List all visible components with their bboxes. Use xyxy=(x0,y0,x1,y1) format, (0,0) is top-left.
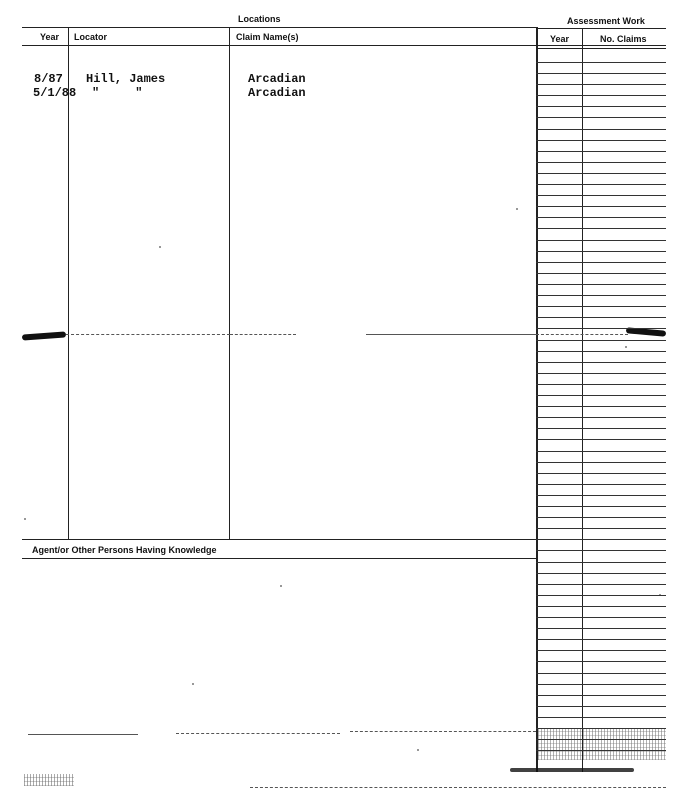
assessment-row-line xyxy=(536,684,666,685)
scan-speck xyxy=(417,749,419,751)
bottom-scan-line xyxy=(250,787,666,788)
assessment-row-line xyxy=(536,695,666,696)
assessment-row-line xyxy=(536,217,666,218)
col-header-assess-year: Year xyxy=(550,34,570,44)
fold-line xyxy=(66,334,230,335)
assessment-work-title: Assessment Work xyxy=(567,16,645,26)
scan-noise-corner xyxy=(24,774,74,786)
top-rule-assessment xyxy=(536,28,666,29)
assessment-row-line xyxy=(536,273,666,274)
entry-2-year: 5/1/88 xyxy=(33,86,77,100)
assessment-row-line xyxy=(536,517,666,518)
scan-speck xyxy=(516,208,518,210)
col-header-claim-names: Claim Name(s) xyxy=(236,32,299,42)
header-bottom-rule-assessment xyxy=(536,45,666,46)
entry-2-claim: Arcadian xyxy=(248,86,306,100)
scan-speck xyxy=(625,346,627,348)
header-bottom-rule-2 xyxy=(536,48,666,49)
assessment-row-line xyxy=(536,439,666,440)
assessment-row-line xyxy=(536,739,666,740)
bottom-rule-right xyxy=(350,731,536,732)
fold-line-3 xyxy=(366,334,536,335)
assessment-row-line xyxy=(536,362,666,363)
assessment-row-line xyxy=(536,473,666,474)
top-rule-locations xyxy=(22,27,536,28)
assessment-row-line xyxy=(536,595,666,596)
fold-line-4 xyxy=(536,334,628,335)
assessment-row-line xyxy=(536,395,666,396)
assessment-row-line xyxy=(536,639,666,640)
assessment-row-line xyxy=(536,661,666,662)
assessment-row-line xyxy=(536,417,666,418)
assessment-row-line xyxy=(536,151,666,152)
scan-speck xyxy=(24,518,26,520)
assessment-row-line xyxy=(536,295,666,296)
assessment-row-line xyxy=(536,462,666,463)
col-header-no-claims: No. Claims xyxy=(600,34,647,44)
assessment-row-line xyxy=(536,484,666,485)
assessment-row-line xyxy=(536,650,666,651)
assessment-row-line xyxy=(536,750,666,751)
assessment-row-line xyxy=(536,317,666,318)
scan-noise-bottom xyxy=(510,768,634,772)
assessment-row-line xyxy=(536,129,666,130)
assessment-row-line xyxy=(536,306,666,307)
col-divider-year xyxy=(68,27,69,539)
entry-1-claim: Arcadian xyxy=(248,72,306,86)
assessment-row-line xyxy=(536,73,666,74)
entry-1-year: 8/87 xyxy=(34,72,63,86)
bottom-rule-left xyxy=(28,734,138,735)
assessment-row-line xyxy=(536,106,666,107)
assessment-row-line xyxy=(536,562,666,563)
header-bottom-rule xyxy=(22,45,536,46)
agent-section-top-rule xyxy=(22,539,536,540)
assessment-row-line xyxy=(536,95,666,96)
assessment-row-line xyxy=(536,84,666,85)
assessment-row-line xyxy=(536,606,666,607)
assessment-row-line xyxy=(536,340,666,341)
assessment-row-line xyxy=(536,617,666,618)
assessment-row-line xyxy=(536,140,666,141)
agent-section-label: Agent/or Other Persons Having Knowledge xyxy=(32,545,217,555)
assessment-row-line xyxy=(536,384,666,385)
entry-1-locator: Hill, James xyxy=(86,72,166,86)
assessment-row-line xyxy=(536,584,666,585)
col-divider-locator xyxy=(229,27,230,539)
entry-2-locator: " " xyxy=(92,86,143,100)
assessment-row-line xyxy=(536,495,666,496)
assessment-row-line xyxy=(536,117,666,118)
assessment-row-line xyxy=(536,62,666,63)
assessment-row-line xyxy=(536,262,666,263)
assessment-row-line xyxy=(536,162,666,163)
agent-section-label-rule xyxy=(22,558,536,559)
assessment-row-line xyxy=(536,251,666,252)
assessment-row-line xyxy=(536,195,666,196)
assessment-row-line xyxy=(536,228,666,229)
assessment-row-line xyxy=(536,706,666,707)
locations-title: Locations xyxy=(238,14,281,24)
assessment-row-line xyxy=(536,240,666,241)
assessment-row-line xyxy=(536,539,666,540)
assessment-row-line xyxy=(536,406,666,407)
assessment-row-line xyxy=(536,451,666,452)
assessment-row-line xyxy=(536,506,666,507)
assessment-row-line xyxy=(536,717,666,718)
assessment-row-line xyxy=(536,550,666,551)
scan-speck xyxy=(280,585,282,587)
assessment-row-line xyxy=(536,528,666,529)
fold-line-2 xyxy=(230,334,296,335)
col-header-locator: Locator xyxy=(74,32,108,42)
scan-noise-block xyxy=(538,728,666,760)
assessment-row-line xyxy=(536,206,666,207)
assessment-row-line xyxy=(536,628,666,629)
assessment-row-line xyxy=(536,351,666,352)
bottom-rule-mid xyxy=(176,733,340,734)
assessment-row-line xyxy=(536,428,666,429)
assessment-row-line xyxy=(536,673,666,674)
fold-mark-left xyxy=(22,331,66,340)
assessment-row-line xyxy=(536,173,666,174)
assessment-row-line xyxy=(536,184,666,185)
assessment-row-line xyxy=(536,573,666,574)
assessment-row-line xyxy=(536,728,666,729)
scan-speck xyxy=(159,246,161,248)
assessment-row-line xyxy=(536,328,666,329)
col-header-year: Year xyxy=(40,32,60,42)
scan-speck xyxy=(192,683,194,685)
assessment-row-line xyxy=(536,284,666,285)
assessment-row-line xyxy=(536,373,666,374)
